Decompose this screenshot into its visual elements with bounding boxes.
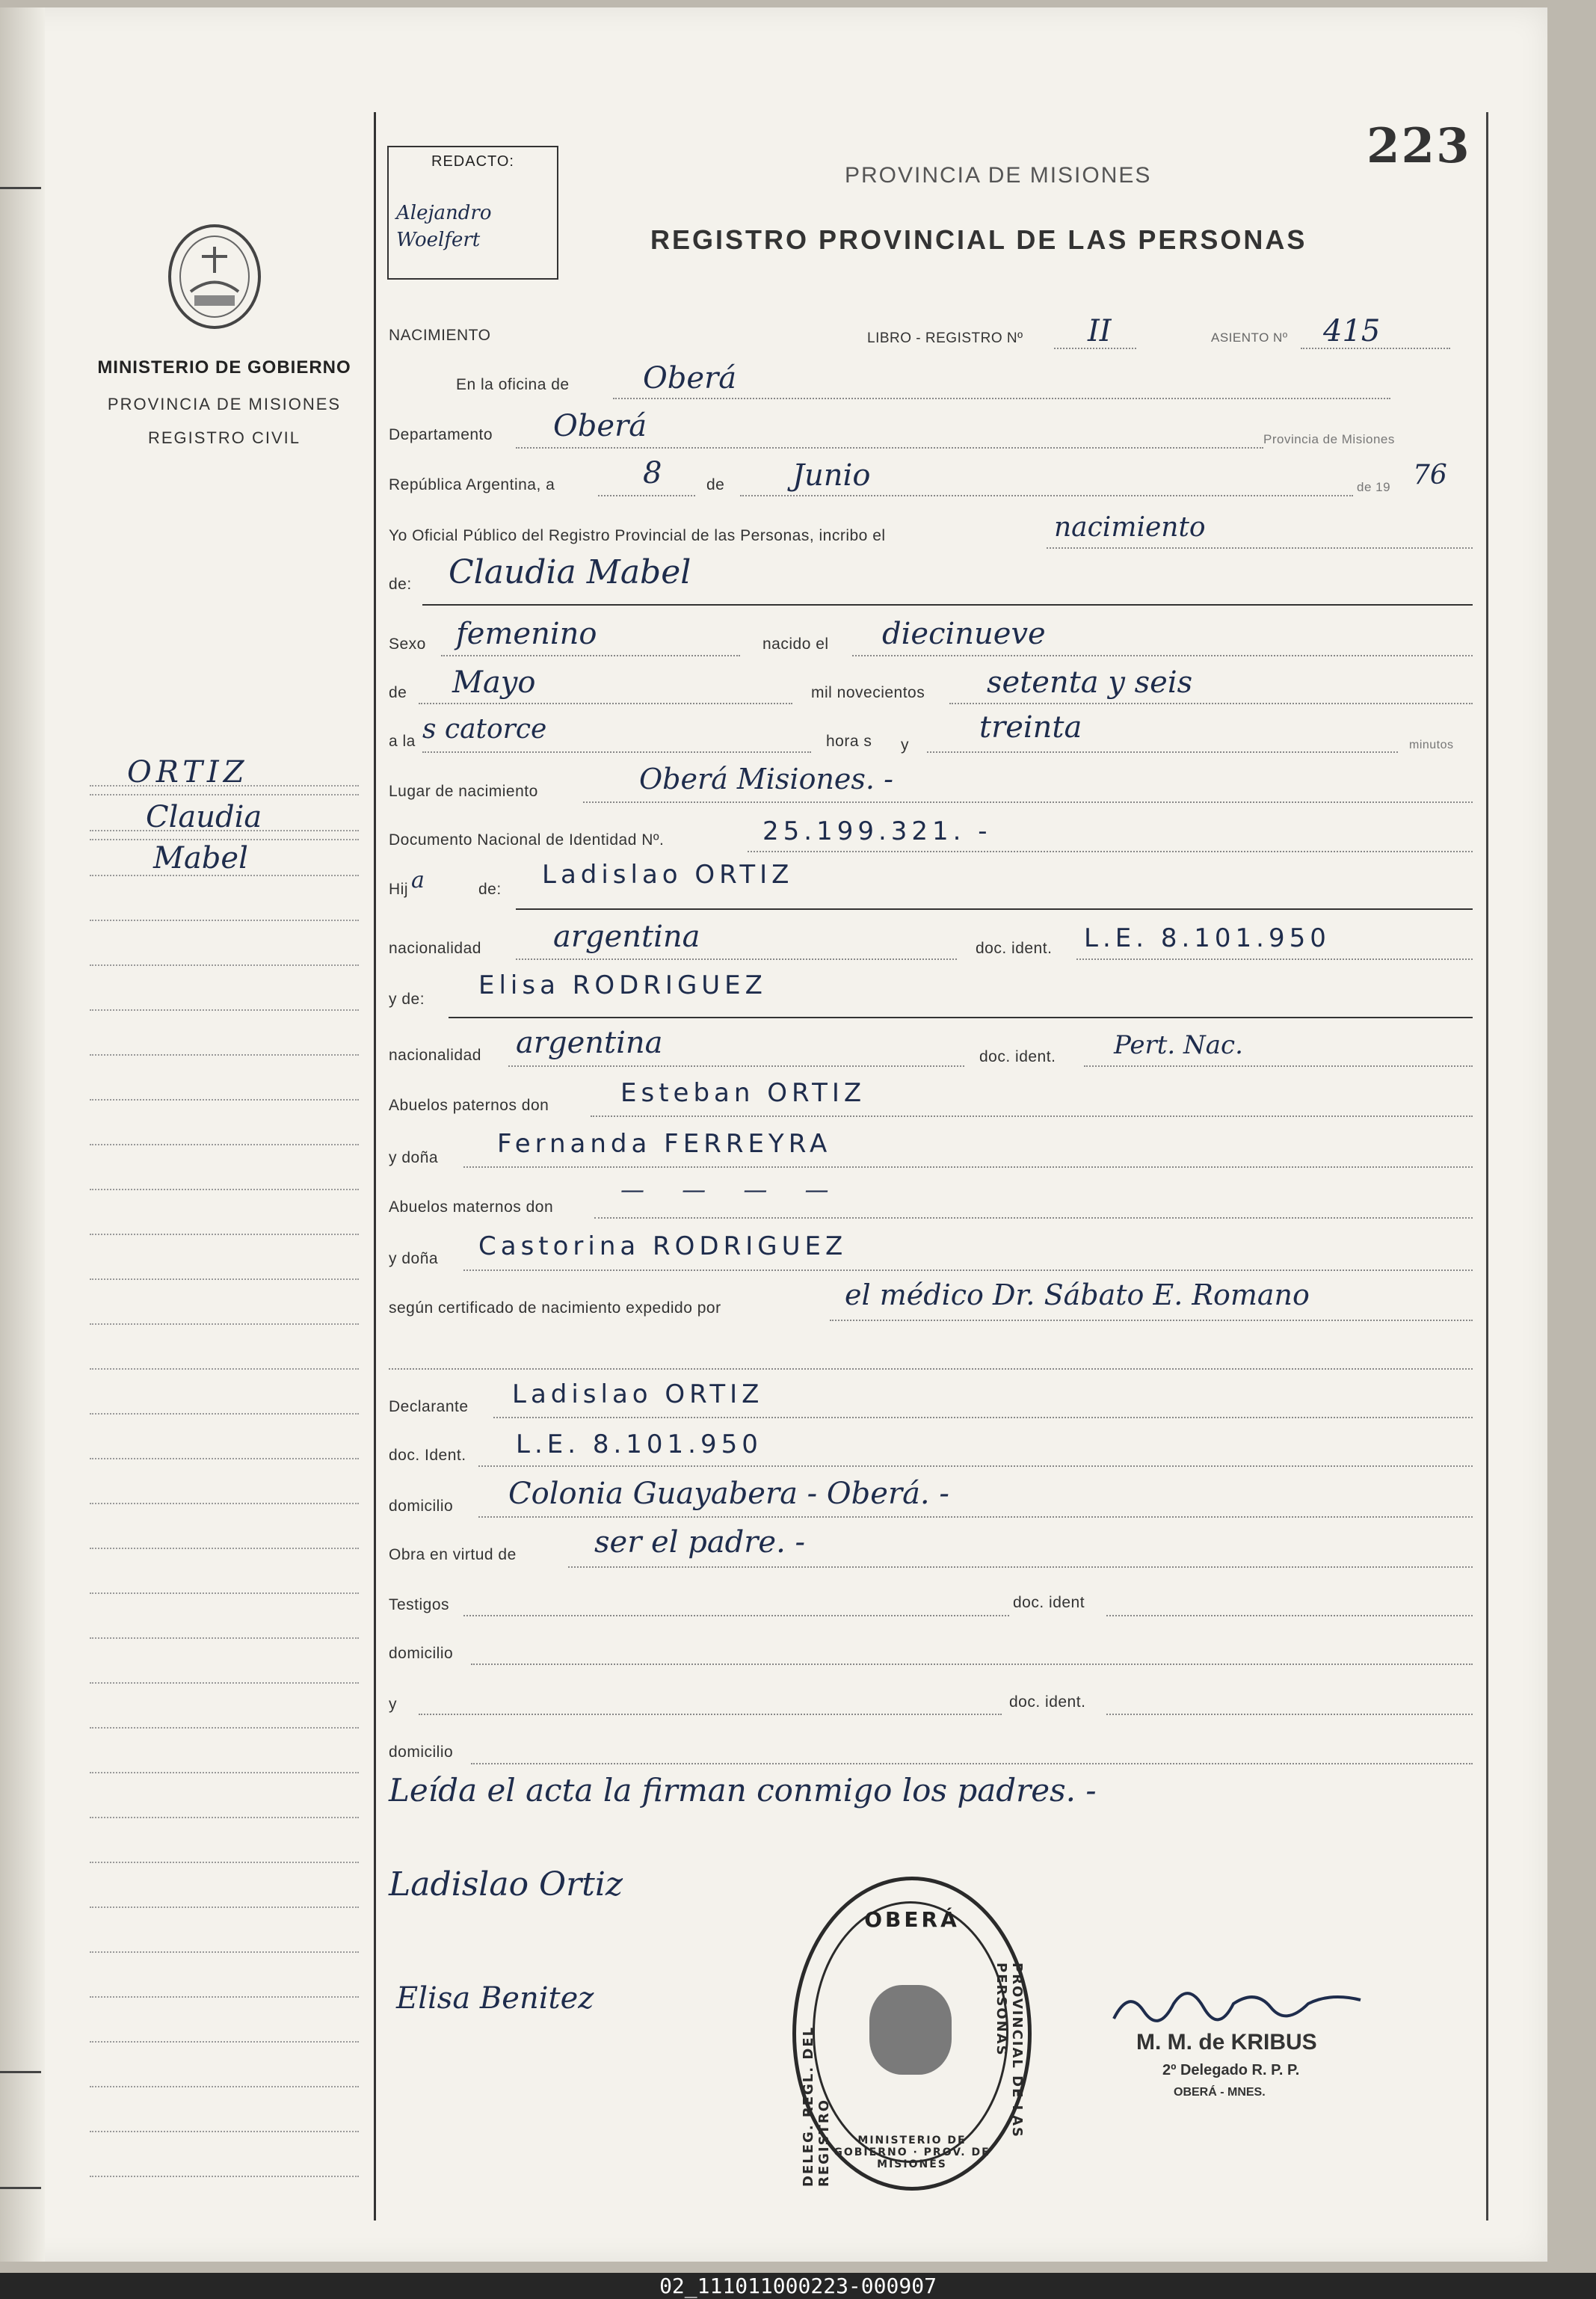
binding-mark (0, 187, 41, 189)
domicilio-label: domicilio (389, 1498, 454, 1515)
testigos-y-label: y (389, 1696, 397, 1713)
abuelos-paternos-label: Abuelos paternos don (389, 1097, 549, 1114)
stamp-bottom-text: MINISTERIO DE GOBIERNO · PROV. DE MISIONES (834, 2135, 990, 2170)
doc-padre-value: L.E. 8.101.950 (1084, 923, 1331, 953)
leida-text: Leída el acta la firman conmigo los padres. - (389, 1772, 1097, 1809)
domicilio-value: Colonia Guayabera - Oberá. - (508, 1477, 949, 1511)
column-divider (374, 112, 376, 2220)
declarante-value: Ladislao ORTIZ (512, 1379, 764, 1409)
anio-value: 76 (1413, 460, 1447, 490)
ministry-civil-registry: REGISTRO CIVIL (147, 428, 301, 447)
minutos-label: minutos (1409, 739, 1454, 751)
nacimiento-label: NACIMIENTO (389, 327, 491, 344)
oficina-label: En la oficina de (456, 376, 570, 393)
nacido-anio-value: setenta y seis (987, 665, 1193, 700)
segun-value: el médico Dr. Sábato E. Romano (845, 1278, 1310, 1311)
dia-value: 8 (643, 456, 662, 490)
official-name: M. M. de KRIBUS (1136, 2030, 1317, 2055)
nacido-mes-value: Mayo (452, 665, 536, 700)
hora-value: s catorce (422, 714, 547, 745)
departamento-label: Departamento (389, 426, 493, 443)
redacto-box (387, 146, 558, 280)
nacido-dia-value: diecinueve (882, 617, 1046, 651)
province-heading: PROVINCIA DE MISIONES (845, 163, 1152, 188)
binding-mark (0, 2071, 41, 2073)
obra-label: Obra en virtud de (389, 1546, 517, 1563)
nac-padre-value: argentina (553, 920, 700, 954)
official-signature-icon (1106, 1974, 1375, 2034)
official-title: 2º Delegado R. P. P. (1162, 2062, 1300, 2078)
lugar-value: Oberá Misiones. - (639, 763, 893, 795)
register-page (0, 7, 1547, 2262)
stamp-left-text: DELEG. REGL. DEL REGISTRO (801, 2025, 832, 2187)
asiento-value: 415 (1323, 314, 1381, 348)
de-padre-label: de: (478, 881, 502, 898)
provincia-label: Provincia de Misiones (1263, 432, 1395, 446)
testigos-domicilio-label: domicilio (389, 1645, 454, 1662)
minutos-value: treinta (979, 710, 1082, 745)
official-place: OBERÁ - MNES. (1174, 2086, 1266, 2099)
segun-label: según certificado de nacimiento expedido por (389, 1299, 721, 1317)
testigos-doc-label: doc. ident (1013, 1594, 1085, 1611)
redacto-name: Alejandro Woelfert (396, 202, 492, 251)
departamento-value: Oberá (553, 409, 647, 443)
binding-mark (0, 2187, 41, 2189)
ministry-province: PROVINCIA DE MISIONES (107, 395, 342, 413)
hij-suffix: a (411, 867, 425, 893)
abuelo-paterno-value: Esteban ORTIZ (620, 1078, 866, 1108)
oficina-value: Oberá (643, 361, 737, 396)
nac-madre-label: nacionalidad (389, 1047, 481, 1064)
de-anio-label: de 19 (1357, 480, 1391, 494)
stamp-city: OBERÁ (864, 1907, 960, 1932)
image-id-label: 02_111011000223-000907 (659, 2274, 937, 2298)
declarante-label: Declarante (389, 1398, 469, 1415)
de-nombre-label: de: (389, 576, 412, 593)
sexo-label: Sexo (389, 635, 426, 653)
doc-madre-value: Pert. Nac. (1114, 1030, 1243, 1060)
mes-value: Junio (792, 458, 871, 493)
redacto-label: REDACTO: (431, 153, 514, 170)
padre-value: Ladislao ORTIZ (542, 860, 794, 890)
republica-label: República Argentina, a (389, 476, 555, 493)
nac-padre-label: nacionalidad (389, 940, 481, 957)
dni-value: 25.199.321. - (762, 816, 992, 846)
sexo-value: femenino (456, 617, 597, 651)
madre-value: Elisa RODRIGUEZ (478, 970, 767, 1000)
mil-label: mil novecientos (811, 684, 925, 701)
testigos-label: Testigos (389, 1596, 450, 1613)
nac-madre-value: argentina (516, 1026, 663, 1060)
abuelo-materno-value: — — — — (620, 1175, 844, 1204)
libro-label: LIBRO - REGISTRO Nº (867, 330, 1023, 346)
hij-label: Hij (389, 881, 408, 898)
de-label: de (706, 476, 725, 493)
registry-heading: REGISTRO PROVINCIAL DE LAS PERSONAS (650, 224, 1307, 255)
ministry-title: MINISTERIO DE GOBIERNO (97, 357, 351, 378)
testigos-doc-label-2: doc. ident. (1009, 1693, 1086, 1711)
y-dona-label-1: y doña (389, 1149, 439, 1166)
signature-mother: Elisa Benitez (396, 1981, 594, 2016)
abuela-paterna-value: Fernanda FERREYRA (497, 1129, 832, 1159)
nombre-value: Claudia Mabel (449, 553, 691, 591)
asiento-label: ASIENTO Nº (1211, 330, 1288, 345)
margin-note-given2: Mabel (153, 841, 248, 875)
hora-label: hora s (826, 733, 872, 750)
testigos-domicilio-label-2: domicilio (389, 1744, 454, 1761)
dni-label: Documento Nacional de Identidad Nº. (389, 831, 665, 849)
page-border (1486, 112, 1488, 2220)
stamp-emblem-icon (869, 1985, 952, 2075)
doc-ident-value: L.E. 8.101.950 (516, 1429, 762, 1459)
signature-father: Ladislao Ortiz (389, 1865, 623, 1903)
page-binding (0, 7, 45, 2262)
libro-value: II (1088, 314, 1112, 348)
y-dona-label-2: y doña (389, 1250, 439, 1267)
oficial-text: Yo Oficial Público del Registro Provincial de las Personas, incribo el (389, 527, 886, 544)
page-number: 223 (1367, 118, 1471, 174)
margin-note-surname: ORTIZ (127, 755, 249, 790)
doc-ident-label: doc. Ident. (389, 1447, 466, 1464)
doc-madre-label: doc. ident. (979, 1048, 1056, 1065)
nacido-label: nacido el (762, 635, 829, 653)
y-de-label: y de: (389, 991, 425, 1008)
a-la-label: a la (389, 733, 416, 750)
y-label: y (901, 736, 909, 754)
de-mes-label: de (389, 684, 407, 701)
margin-note-given1: Claudia (146, 800, 262, 834)
official-stamp (792, 1877, 1032, 2191)
doc-padre-label: doc. ident. (976, 940, 1053, 957)
abuela-materna-value: Castorina RODRIGUEZ (478, 1231, 848, 1261)
obra-value: ser el padre. - (594, 1525, 806, 1560)
lugar-label: Lugar de nacimiento (389, 783, 538, 800)
provincial-seal-icon (164, 221, 265, 333)
inscripcion-value: nacimiento (1054, 512, 1206, 543)
abuelos-maternos-label: Abuelos maternos don (389, 1198, 554, 1216)
stamp-right-text: PROVINCIAL DE LAS PERSONAS (993, 1963, 1025, 2139)
